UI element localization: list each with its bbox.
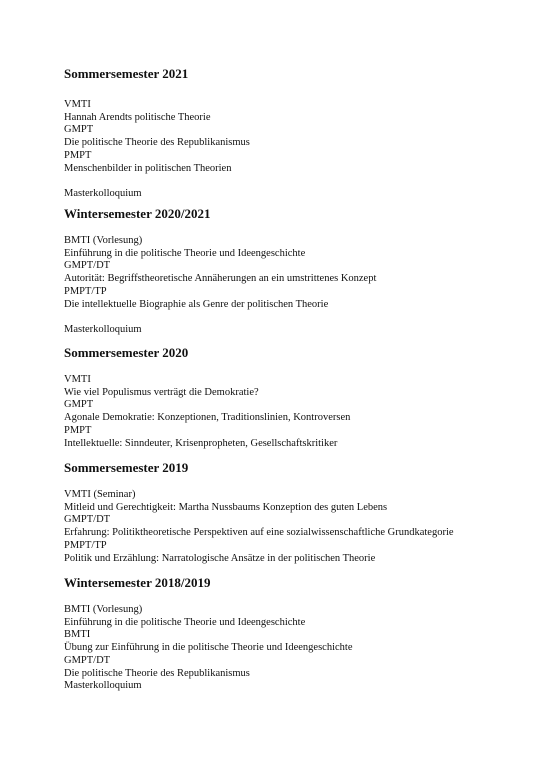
course-line: Mitleid und Gerechtigkeit: Martha Nussbaums Konzeption des guten Lebens	[64, 501, 388, 513]
course-line: Agonale Demokratie: Konzeptionen, Traditionslinien, Kontroversen	[64, 412, 351, 424]
colloquium-line: Masterkolloquium	[64, 680, 142, 692]
course-line: Politik und Erzählung: Narratologische Ansätze in der politischen Theorie	[64, 552, 376, 564]
course-line: Menschenbilder in politischen Theorien	[64, 162, 232, 174]
course-line: GMPT/DT	[64, 654, 111, 666]
course-line: BMTI (Vorlesung)	[64, 235, 143, 246]
semester-section	[64, 206, 534, 337]
course-line: GMPT	[64, 399, 94, 411]
semester-section	[64, 345, 534, 450]
course-line: GMPT	[64, 124, 94, 136]
course-line: Autorität: Begriffstheoretische Annäherungen an ein umstrittenes Konzept	[64, 273, 377, 285]
colloquium-line: Masterkolloquium	[64, 188, 142, 200]
semester-heading: Sommersemester 2019	[64, 460, 189, 475]
course-line: Hannah Arendts politische Theorie	[64, 111, 211, 123]
course-list	[64, 235, 534, 337]
course-line: Intellektuelle: Sinndeuter, Krisenpropheten, Gesellschaftskritiker	[64, 437, 338, 449]
course-line: BMTI (Vorlesung)	[64, 604, 143, 615]
course-line: VMTI (Seminar)	[64, 489, 136, 500]
course-line: Übung zur Einführung in die politische Theorie und Ideengeschichte	[64, 642, 353, 654]
semester-section	[64, 460, 534, 565]
course-line: BMTI	[64, 629, 91, 641]
semester-heading: Wintersemester 2018/2019	[64, 575, 211, 590]
course-list	[64, 604, 534, 693]
course-line: VMTI	[64, 99, 91, 110]
course-line: Einführung in die politische Theorie und Ideengeschichte	[64, 616, 306, 628]
course-line: Die politische Theorie des Republikanismus	[64, 667, 250, 679]
course-line: PMPT	[64, 149, 92, 161]
semester-heading: Sommersemester 2021	[64, 66, 189, 81]
course-line: Die politische Theorie des Republikanismus	[64, 137, 250, 149]
course-line: PMPT/TP	[64, 285, 107, 297]
course-line: VMTI	[64, 374, 91, 385]
course-list	[64, 374, 534, 450]
semester-section	[64, 575, 534, 693]
course-line: GMPT/DT	[64, 514, 111, 526]
course-list	[64, 99, 534, 201]
course-list	[64, 489, 534, 565]
semester-heading: Wintersemester 2020/2021	[64, 206, 211, 221]
course-line: Die intellektuelle Biographie als Genre der politischen Theorie	[64, 298, 329, 310]
course-line: PMPT	[64, 424, 92, 436]
semester-section	[64, 66, 534, 201]
course-line: Einführung in die politische Theorie und Ideengeschichte	[64, 247, 306, 259]
colloquium-line: Masterkolloquium	[64, 324, 142, 336]
course-line: Wie viel Populismus verträgt die Demokratie?	[64, 386, 259, 398]
course-line: PMPT/TP	[64, 539, 107, 551]
semester-heading: Sommersemester 2020	[64, 345, 189, 360]
course-line: GMPT/DT	[64, 260, 111, 272]
course-line: Erfahrung: Politiktheoretische Perspektiven auf eine sozialwissenschaftliche Grundkategorie	[64, 527, 454, 539]
